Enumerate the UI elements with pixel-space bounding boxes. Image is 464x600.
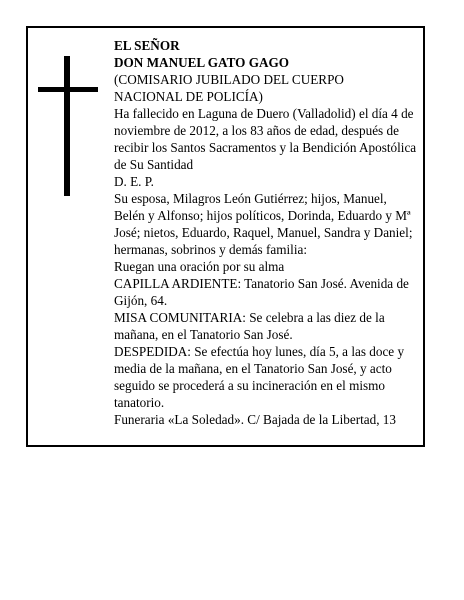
prayer-request: Ruegan una oración por su alma [114,259,285,274]
title: EL SEÑOR [114,38,180,53]
role-line-1: (COMISARIO JUBILADO DEL CUERPO [114,72,344,87]
cross-horizontal-bar [38,87,98,92]
farewell-info: DESPEDIDA: Se efectúa hoy lunes, día 5, a las doce y media de la mañana, en el Tanatorio San José, y acto seguido se procederá a su incineración en el mismo tanatorio. [114,344,405,410]
rip: D. E. P. [114,174,154,189]
funeral-home: Funeraria «La Soledad». C/ Bajada de la Libertad, 13 [114,412,396,427]
death-announcement: Ha fallecido en Laguna de Duero (Valladolid) el día 4 de noviembre de 2012, a los 83 años de edad, después de recibir los Santos Sacramentos y la Bendición Apostólica de Su Santidad [114,106,417,172]
family-list: Su esposa, Milagros León Gutiérrez; hijos, Manuel, Belén y Alfonso; hijos políticos, Dorinda, Eduardo y Mª José; nietos, Eduardo, Raquel, Manuel, Sandra y Daniel; hermanas, sobrinos y demás familia: [114,191,413,257]
chapel-info: CAPILLA ARDIENTE: Tanatorio San José. Avenida de Gijón, 64. [114,276,409,308]
deceased-name: DON MANUEL GATO GAGO [114,55,289,70]
cross-vertical-bar [64,56,70,196]
obituary-text [114,37,419,428]
role-line-2: NACIONAL DE POLICÍA) [114,89,263,104]
mass-info: MISA COMUNITARIA: Se celebra a las diez de la mañana, en el Tanatorio San José. [114,310,385,342]
